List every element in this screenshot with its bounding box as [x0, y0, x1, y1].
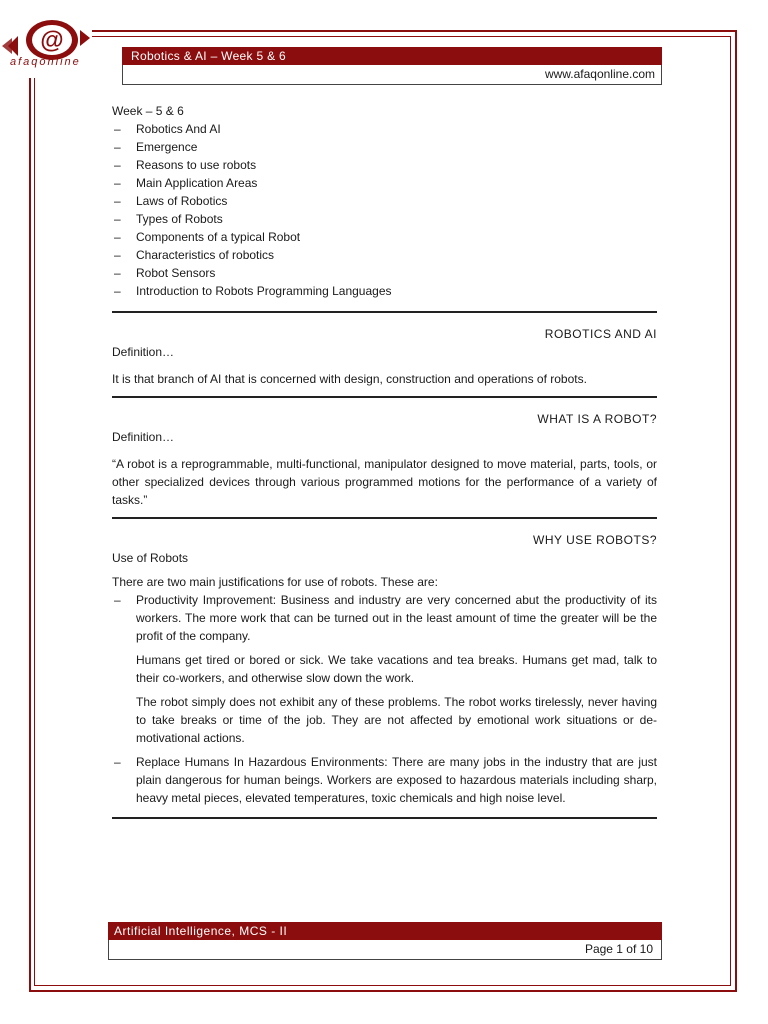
definition-label: Definition…: [112, 345, 175, 359]
use-of-robots-label: Use of Robots: [112, 551, 189, 565]
section-divider: [112, 311, 657, 313]
list-item-text: Replace Humans In Hazardous Environments: There are many jobs in the industry that are just plain dangerous for human beings. Workers are exposed to hazardous materials including sharp, heavy metal pieces, elevated temperatures, toxic chemicals and high noise level.: [136, 755, 657, 805]
section-heading-robotics-ai: ROBOTICS AND AI: [544, 327, 657, 341]
page-number: Page 1 of 10: [108, 940, 662, 960]
definition-text: “A robot is a reprogrammable, multi-functional, manipulator designed to move material, parts, tools, or other specialized devices through various programmed motions for the performance of a variety of tasks.”: [112, 457, 657, 507]
footer-course: Artificial Intelligence, MCS - II: [108, 922, 662, 940]
afaqonline-logo: [2, 14, 92, 78]
toc-item: – Characteristics of robotics: [112, 246, 657, 264]
toc-item: – Robotics And AI: [112, 120, 657, 138]
paragraph: Humans get tired or bored or sick. We take vacations and tea breaks. Humans get mad, talk to their co-workers, and otherwise slow down the work.: [136, 653, 657, 685]
definition-label: Definition…: [112, 430, 175, 444]
toc-list: [112, 120, 657, 300]
section-heading-why-use-robots: WHY USE ROBOTS?: [533, 533, 657, 547]
list-item-hazardous: [112, 753, 657, 807]
document-body: [112, 102, 657, 819]
list-item-productivity: [112, 591, 657, 645]
toc-item: – Main Application Areas: [112, 174, 657, 192]
paragraph: The robot simply does not exhibit any of these problems. The robot works tirelessly, never having to take breaks or time of the job. They are not affected by emotional work situations or de-motivational actions.: [136, 695, 657, 745]
logo-text: afaqonline: [10, 56, 81, 68]
toc-item: – Types of Robots: [112, 210, 657, 228]
section-divider: [112, 517, 657, 519]
toc-title: Week – 5 & 6: [112, 104, 184, 118]
svg-text:@: @: [40, 27, 64, 54]
section-divider: [112, 817, 657, 819]
toc-item: – Robot Sensors: [112, 264, 657, 282]
section-heading-what-is-robot: WHAT IS A ROBOT?: [537, 412, 657, 426]
section-divider: [112, 396, 657, 398]
dash-bullet: –: [114, 755, 121, 769]
toc-item: – Introduction to Robots Programming Languages: [112, 282, 657, 300]
definition-text: It is that branch of AI that is concerned with design, construction and operations of robots.: [112, 372, 587, 386]
list-item-text: Productivity Improvement: Business and industry are very concerned abut the productivity of its workers. The more work that can be turned out in the least amount of time the greater will be the profit of the company.: [136, 593, 657, 643]
header-url[interactable]: www.afaqonline.com: [122, 65, 662, 85]
justifications-intro: There are two main justifications for use of robots. These are:: [112, 575, 438, 589]
toc-item: – Reasons to use robots: [112, 156, 657, 174]
header-title: Robotics & AI – Week 5 & 6: [122, 47, 662, 65]
toc-item: – Emergence: [112, 138, 657, 156]
toc-item: – Components of a typical Robot: [112, 228, 657, 246]
toc-item: – Laws of Robotics: [112, 192, 657, 210]
dash-bullet: –: [114, 593, 121, 607]
